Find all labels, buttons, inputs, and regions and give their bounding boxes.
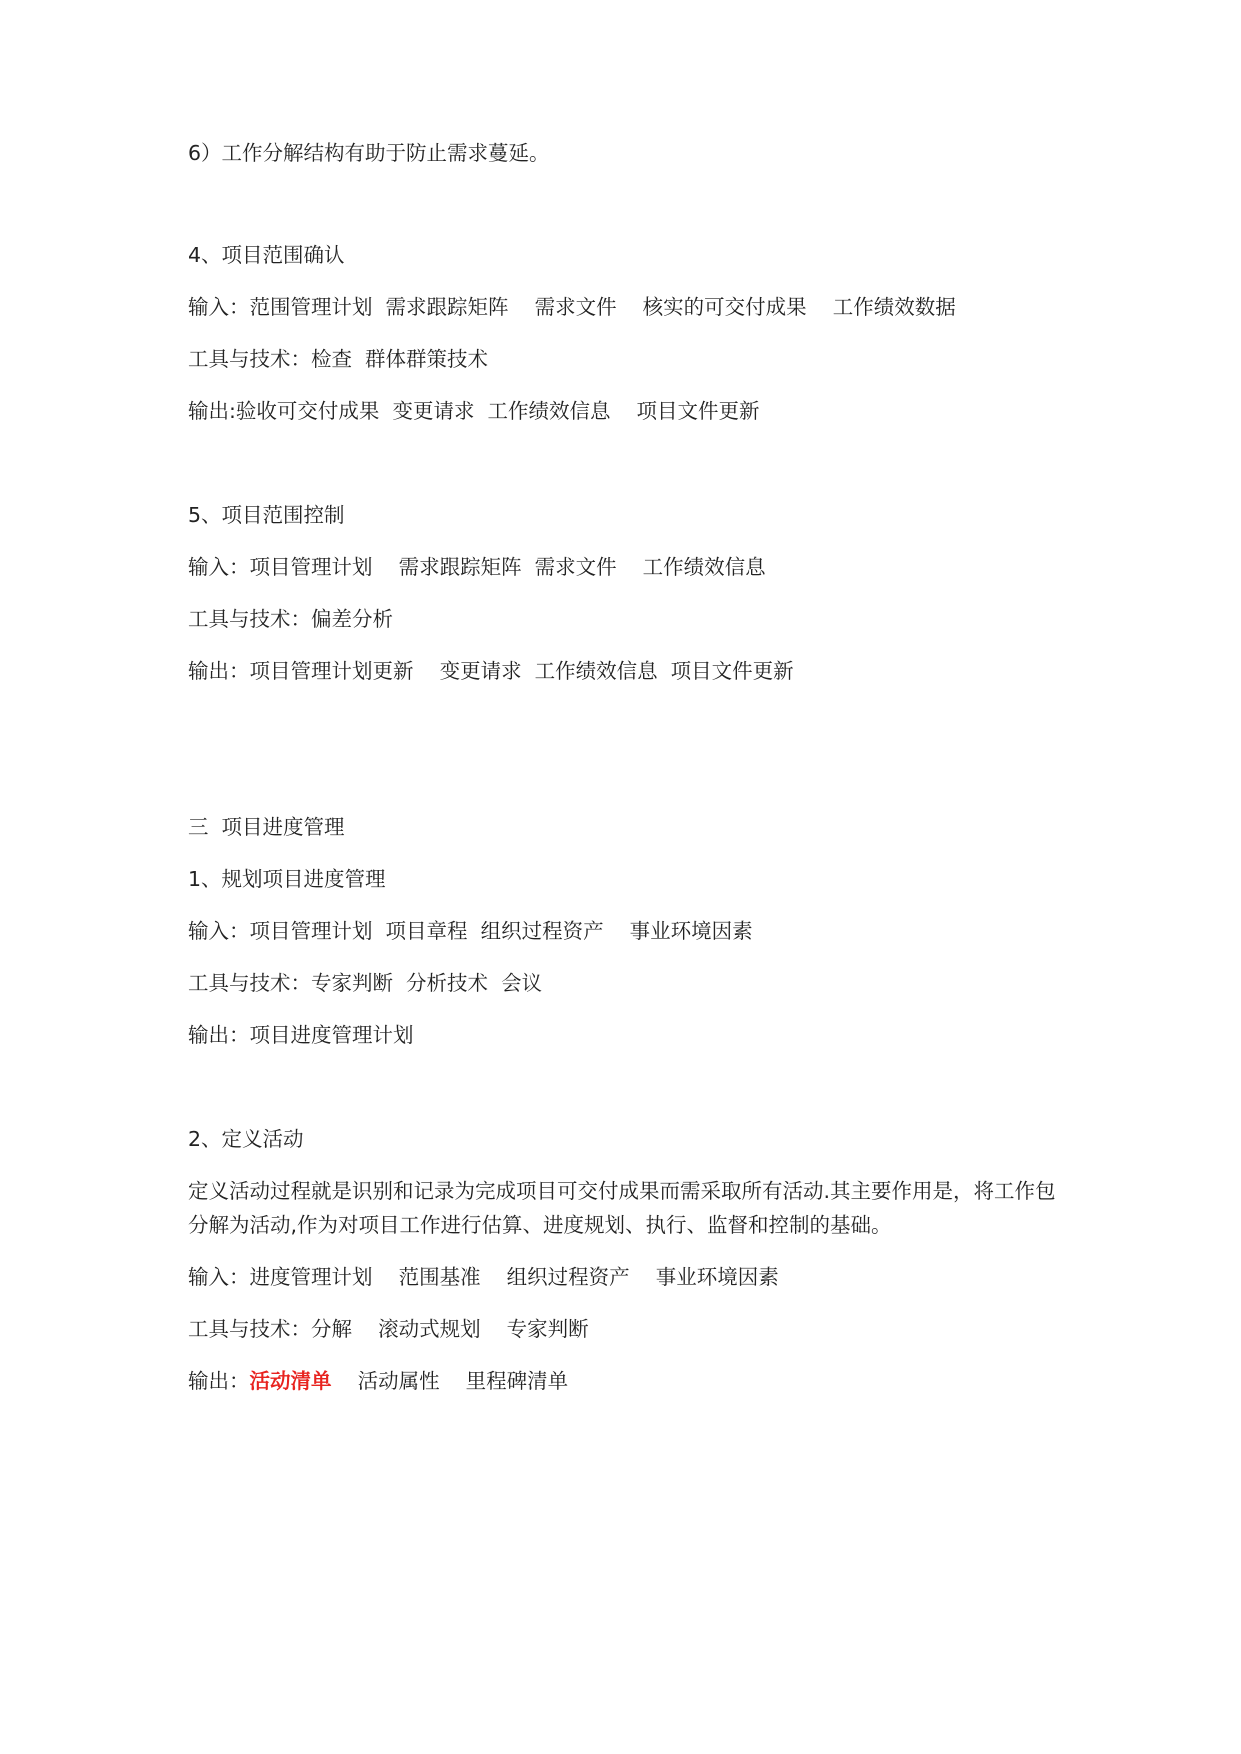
text-line-inputs: 输入：项目管理计划 项目章程 组织过程资产 事业环境因素 bbox=[188, 919, 753, 943]
text-line-inputs: 输入：项目管理计划 需求跟踪矩阵 需求文件 工作绩效信息 bbox=[188, 555, 766, 579]
highlight-activity-list: 活动清单 bbox=[249, 1369, 332, 1393]
outputs-label: 输出： bbox=[188, 1369, 250, 1393]
heading-define-activities: 2、定义活动 bbox=[188, 1127, 304, 1151]
text-line-wbs-scope-creep: 6）工作分解结构有助于防止需求蔓延。 bbox=[188, 141, 550, 165]
text-line-tools: 工具与技术：分解 滚动式规划 专家判断 bbox=[188, 1317, 589, 1341]
text-line-outputs: 输出:验收可交付成果 变更请求 工作绩效信息 项目文件更新 bbox=[188, 399, 760, 423]
outputs-rest: 活动属性 里程碑清单 bbox=[331, 1369, 569, 1393]
text-line-outputs: 输出：项目进度管理计划 bbox=[188, 1023, 414, 1047]
text-line-inputs: 输入：进度管理计划 范围基准 组织过程资产 事业环境因素 bbox=[188, 1265, 779, 1289]
text-line-outputs bbox=[188, 1364, 1181, 1398]
text-line-tools: 工具与技术：检查 群体群策技术 bbox=[188, 347, 489, 371]
text-line-inputs: 输入：范围管理计划 需求跟踪矩阵 需求文件 核实的可交付成果 工作绩效数据 bbox=[188, 295, 956, 319]
text-line-tools: 工具与技术：专家判断 分析技术 会议 bbox=[188, 971, 543, 995]
text-line-tools: 工具与技术：偏差分析 bbox=[188, 607, 393, 631]
heading-schedule-management: 三 项目进度管理 bbox=[188, 815, 345, 839]
text-line-outputs: 输出：项目管理计划更新 变更请求 工作绩效信息 项目文件更新 bbox=[188, 659, 794, 683]
heading-scope-verification: 4、项目范围确认 bbox=[188, 243, 345, 267]
heading-scope-control: 5、项目范围控制 bbox=[188, 503, 345, 527]
paragraph-define-activities: 定义活动过程就是识别和记录为完成项目可交付成果而需采取所有活动.其主要作用是，将工作包分解为活动,作为对项目工作进行估算、进度规划、执行、监督和控制的基础。 bbox=[188, 1179, 1056, 1237]
heading-plan-schedule-management: 1、规划项目进度管理 bbox=[188, 867, 386, 891]
